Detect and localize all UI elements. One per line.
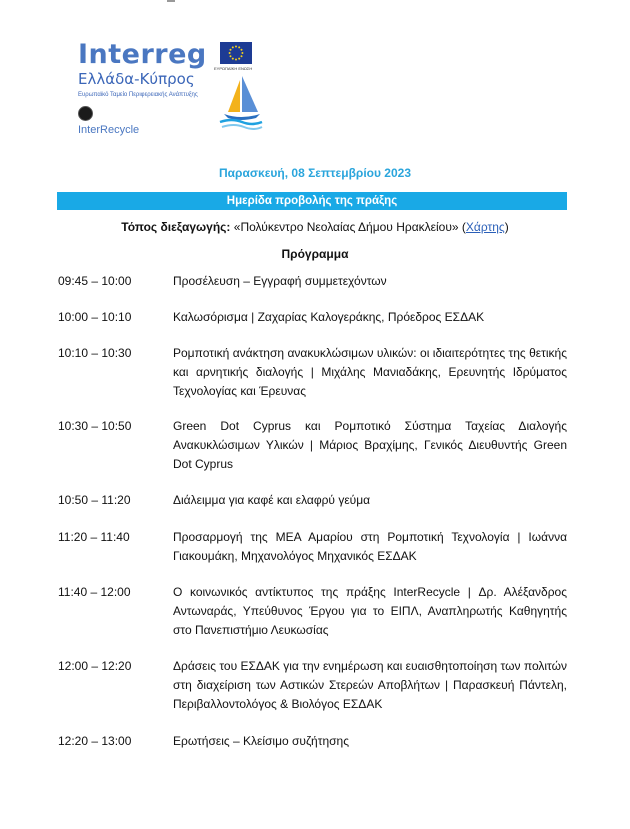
map-link[interactable]: Χάρτης	[465, 220, 505, 234]
schedule-time: 12:00 – 12:20	[58, 659, 132, 673]
venue-close: )	[504, 220, 509, 234]
schedule-time: 11:20 – 11:40	[58, 530, 130, 544]
logo-region-text: Ελλάδα-Κύπρος	[78, 70, 195, 88]
schedule-description: Ο κοινωνικός αντίκτυπος της πράξης InterRecycle | Δρ. Αλέξανδρος Αντωναράς, Υπεύθυνος Έργου για το ΕΙΠΛ, Αναπληρωτής Καθηγητής στο Πανεπιστήμιο Λευκωσίας	[173, 585, 567, 637]
eu-caption: ΕΥΡΩΠΑΪΚΗ ΕΝΩΣΗ	[214, 66, 253, 71]
venue-label: Τόπος διεξαγωγής:	[121, 220, 231, 234]
schedule-description: Προσαρμογή της ΜΕΑ Αμαρίου στη Ρομποτική Τεχνολογία | Ιωάννα Γιακουμάκη, Μηχανολόγος Μηχανικός ΕΣΔΑΚ	[173, 530, 567, 563]
event-banner: Ημερίδα προβολής της πράξης	[57, 192, 567, 210]
schedule-description: Green Dot Cyprus και Ρομποτικό Σύστημα Ταχείας Διαλογής Ανακυκλώσιμων Υλικών | Μάριος Βραχίμης, Γενικός Διευθυντής Green Dot Cyprus	[173, 419, 567, 471]
venue-line	[0, 220, 630, 234]
schedule-time: 12:20 – 13:00	[58, 734, 132, 748]
schedule-description: Ρομποτική ανάκτηση ανακυκλώσιμων υλικών: οι ιδιαιτερότητες της θετικής και αρνητικής διαλογής | Μιχάλης Μανιαδάκης, Ερευνητής Ιδρύματος Τεχνολογίας και Έρευνας	[173, 346, 567, 398]
sailboat-icon	[218, 74, 264, 130]
schedule-time: 11:40 – 12:00	[58, 585, 131, 599]
program-title: Πρόγραμμα	[281, 247, 349, 261]
schedule-time: 10:10 – 10:30	[58, 346, 132, 360]
schedule-description: Δράσεις του ΕΣΔΑΚ για την ενημέρωση και ευαισθητοποίηση των πολιτών στη διαχείριση των Αστικών Στερεών Αποβλήτων | Παρασκευή Πάντελη, Περιβαλλοντολόγος & Βιολόγος ΕΣΔΑΚ	[173, 659, 567, 711]
event-date: Παρασκευή, 08 Σεπτεμβρίου 2023	[218, 166, 411, 180]
eu-flag-icon	[220, 42, 252, 64]
logo-interreg-text: Interreg	[78, 39, 207, 70]
schedule-time: 09:45 – 10:00	[58, 274, 132, 288]
seal-icon	[78, 106, 93, 121]
schedule-time: 10:50 – 11:20	[58, 493, 131, 507]
logo-project-name: InterRecycle	[78, 124, 140, 136]
schedule-description: Διάλειμμα για καφέ και ελαφρύ γεύμα	[173, 493, 371, 507]
schedule-description: Καλωσόρισμα | Ζαχαρίας Καλογεράκης, Πρόεδρος ΕΣΔΑΚ	[173, 310, 485, 324]
schedule-description: Προσέλευση – Εγγραφή συμμετεχόντων	[173, 274, 387, 288]
schedule-description: Ερωτήσεις – Κλείσιμο συζήτησης	[173, 734, 349, 748]
schedule-time: 10:30 – 10:50	[58, 419, 132, 433]
page-top-mark	[167, 0, 175, 2]
interreg-logo	[78, 40, 268, 140]
schedule-time: 10:00 – 10:10	[58, 310, 132, 324]
venue-name: «Πολύκεντρο Νεολαίας Δήμου Ηρακλείου» (	[233, 220, 466, 234]
logo-tagline: Ευρωπαϊκό Ταμείο Περιφερειακής Ανάπτυξης	[78, 92, 198, 98]
